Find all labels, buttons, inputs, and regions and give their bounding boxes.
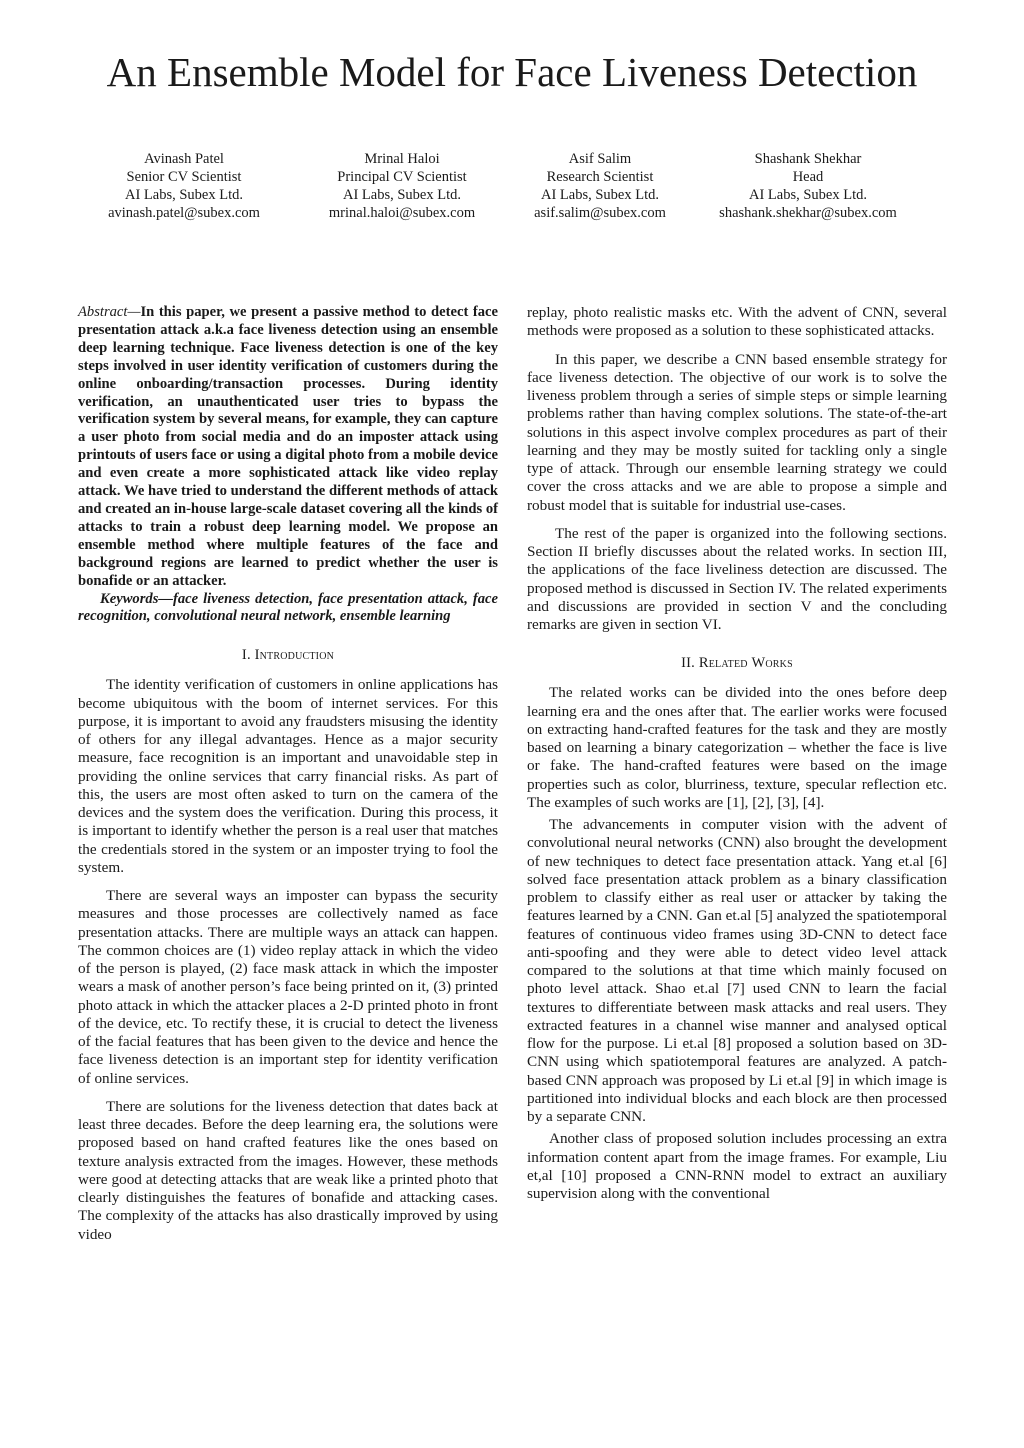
author-3 xyxy=(500,150,700,222)
section-title-rest-2: orks xyxy=(765,655,793,672)
author-block xyxy=(0,150,1024,230)
section-first-letter: I xyxy=(254,647,260,664)
author-email: avinash.patel@subex.com xyxy=(108,205,260,221)
author-2 xyxy=(302,150,502,222)
intro-paragraph-2: There are several ways an imposter can bypass the security measures and those processes are collectively named as face presentation attacks. There are multiple ways an attack can happen. The common choices are (1) video replay attack in which the video of the person is played, (2) face mask attack in which the imposter wears a mask of another person’s face being printed on it, (3) printed photo attack in which the attacker places a 2-D printed photo in front of the device, etc. To rectify these, it is crucial to detect the liveness of the facial features that has been given to the device and hence the face liveness detection is an important step for identity verification of online services. xyxy=(78,887,498,1087)
author-affiliation: AI Labs, Subex Ltd. xyxy=(749,187,867,203)
section-second-letter: W xyxy=(751,655,766,672)
left-column xyxy=(78,304,498,1244)
related-paragraph-1: The related works can be divided into the ones before deep learning era and the ones after that. The earlier works were focused on extracting hand-crafted features for the task and they are mostly based on learning a binary categorization – whether the face is live or fake. The hand-crafted features were based on the image properties such as color, blurriness, texture, specular reflection etc. The examples of such works are [1], [2], [3], [4]. xyxy=(527,684,947,811)
author-4 xyxy=(708,150,908,222)
author-name: Avinash Patel xyxy=(144,151,224,167)
author-name: Asif Salim xyxy=(568,151,632,167)
section-title-rest: elated xyxy=(708,655,752,672)
section-title-rest: ntroduction xyxy=(259,647,335,664)
author-1 xyxy=(84,150,284,222)
abstract xyxy=(78,304,498,591)
author-email: mrinal.haloi@subex.com xyxy=(328,205,476,221)
author-role: Principal CV Scientist xyxy=(337,169,467,185)
section-first-letter: R xyxy=(698,655,709,672)
intro-paragraph-3: There are solutions for the liveness detection that dates back at least three decades. Before the deep learning era, the solutions were proposed based on hand crafted features like the ones based on texture analysis extracted from the images. However, these methods were good at detecting attacks that are weak like a printed photo that clearly distinguishes the features of bonafide and attacking cases. The complexity of the attacks has also drastically improved by using video xyxy=(78,1097,498,1243)
author-name: Shashank Shekhar xyxy=(754,151,862,167)
keywords-text: face liveness detection, face presentation attack, face recognition, convolutional neural network, ensemble learning xyxy=(78,590,498,625)
author-name: Mrinal Haloi xyxy=(364,151,440,167)
section-heading-introduction xyxy=(78,646,498,664)
section-heading-related-works xyxy=(527,654,947,672)
related-paragraph-2: The advancements in computer vision with the advent of convolutional neural networks (CNN) also brought the development of new techniques to detect face presentation attack. Yang et.al [6] solved face presentation attack problem as a binary classification problem to classify either as real user or attacker by taking the features learned by a CNN. Gan et.al [5] analyzed the spatiotemporal features of continuous video frames using 3D-CNN to detect face anti-spoofing and they were able to detect video level attack compared to the solutions at that time which mainly focused on photo level attack. Shao et.al [7] used CNN to learn the facial textures to differentiate between mask attacks and real users. They extracted features in a channel wise manner and analysed optical flow for the purpose. Li et.al [8] proposed a solution based on 3D-CNN using which spatiotemporal features are analyzed. A patch-based CNN approach was proposed by Li et.al [9] in which image is partitioned into individual blocks and each block are then processed by a separate CNN. xyxy=(527,816,948,1125)
author-role: Senior CV Scientist xyxy=(126,169,242,185)
abstract-label: Abstract— xyxy=(78,304,141,320)
author-email: asif.salim@subex.com xyxy=(534,205,666,221)
keywords-label: Keywords— xyxy=(100,590,173,607)
section-numeral: I. xyxy=(241,647,251,664)
author-affiliation: AI Labs, Subex Ltd. xyxy=(343,187,461,203)
keywords xyxy=(78,591,498,627)
intro-continuation: replay, photo realistic masks etc. With the advent of CNN, several methods were proposed as a solution to these sophisticated attacks. xyxy=(527,304,947,340)
author-role: Research Scientist xyxy=(546,169,654,185)
author-role: Head xyxy=(792,169,824,185)
section-numeral: II. xyxy=(681,655,695,672)
abstract-text: In this paper, we present a passive method to detect face presentation attack a.k.a face liveness detection using an ensemble deep learning technique. Face liveness detection is one of the key steps involved in user identity verification of customers during the online onboarding/transaction processes. During identity verification, an unauthenticated user tries to bypass the verification system by several means, for example, they can capture a user photo from social media and do an imposter attack using printouts of users face or using a digital photo from a mobile device and even create a more sophisticated attack like video replay attack. We have tried to understand the different methods of attack and created an in-house large-scale dataset covering all the kinds of attacks to train a robust deep learning model. We propose an ensemble method where multiple features of the face and background regions are learned to predict whether the user is bonafide or an attacker. xyxy=(78,304,498,589)
author-affiliation: AI Labs, Subex Ltd. xyxy=(125,187,243,203)
intro-paragraph-4: In this paper, we describe a CNN based ensemble strategy for face liveness detection. The objective of our work is to solve the liveness problem through a series of simple steps or simple learning problems rather than having complex solutions. The state-of-the-art solutions in this aspect involve complex procedures as part of their learning and they may be mostly suited for tackling only a single type of attack. Through our ensemble learning strategy we could cover the cross attacks and we are able to propose a simple and robust model that is suitable for industrial use-cases. xyxy=(527,350,947,514)
paper-title: An Ensemble Model for Face Liveness Detection xyxy=(106,49,918,95)
intro-paragraph-5: The rest of the paper is organized into the following sections. Section II briefly discusses about the related works. In section III, the applications of the face liveliness detection are discussed. The proposed method is discussed in Section IV. The related experiments and discussions are provided in section V and the concluding remarks are given in section VI. xyxy=(527,524,947,633)
intro-paragraph-1: The identity verification of customers in online applications has become ubiquitous with the boom of internet services. For this purpose, it is important to avoid any fraudsters misusing the identity of others for any illegal advantages. Hence as a major security measure, face recognition is an important and unavoidable step in providing the online services that carry financial risks. As part of this, the users are most often asked to turn on the camera of the devices and the system does the verification. During this process, it is important to identify whether the person is a real user that matches the credentials stored in the system or an imposter trying to fool the system. xyxy=(78,676,498,876)
related-paragraph-3: Another class of proposed solution includes processing an extra information content apart from the image frames. For example, Liu et,al [10] proposed a CNN-RNN model to extract an auxiliary supervision along with the conventional xyxy=(527,1130,947,1202)
author-email: shashank.shekhar@subex.com xyxy=(719,205,897,221)
author-affiliation: AI Labs, Subex Ltd. xyxy=(541,187,659,203)
right-column xyxy=(527,304,947,1203)
